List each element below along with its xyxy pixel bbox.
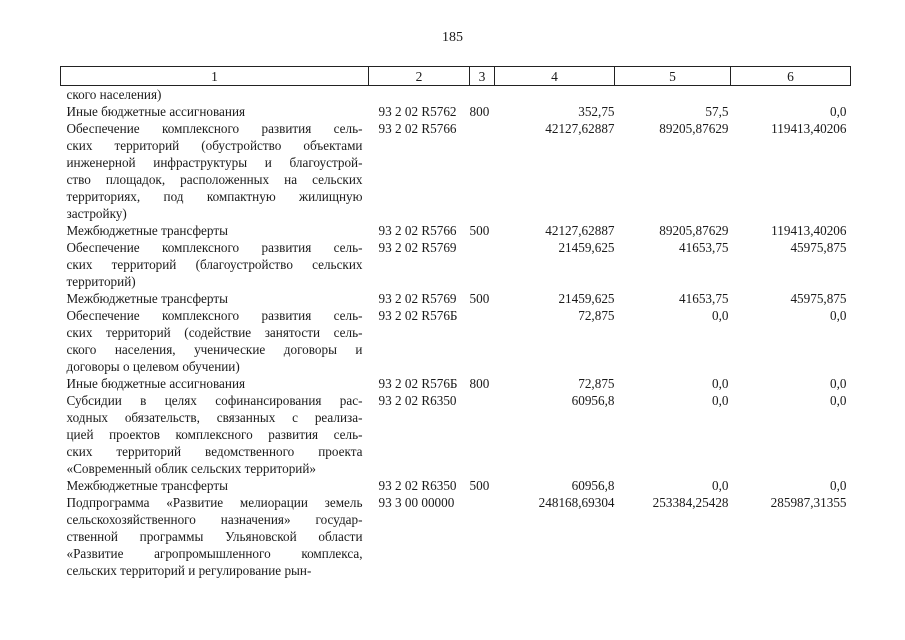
- row-value-col5: 253384,25428: [652, 495, 729, 510]
- row-value-col4: 21459,625: [558, 240, 615, 255]
- row-value-col5: [615, 86, 731, 104]
- row-value-col5: 89205,87629: [659, 121, 729, 136]
- row-code: 93 2 02 R576Б: [378, 308, 458, 323]
- description-line: «Современный облик сельских территорий»: [66, 461, 317, 476]
- row-expense-type: [470, 392, 495, 477]
- row-description: [61, 222, 369, 239]
- description-line: ство площадок, расположенных на сельских: [66, 172, 363, 187]
- row-description: [61, 375, 369, 392]
- row-value-col4: 248168,69304: [538, 495, 615, 510]
- row-code: 93 2 02 R5762: [378, 104, 457, 119]
- row-code: 93 3 00 00000: [378, 495, 455, 510]
- table-row: [61, 103, 851, 120]
- table-row: [61, 86, 851, 104]
- description-line: ских территорий (благоустройство сельских: [66, 257, 363, 272]
- row-value-col6: 0,0: [830, 104, 847, 119]
- table-row: [61, 222, 851, 239]
- row-expense-type: [470, 239, 495, 290]
- description-line: ских территорий (обустройство объектами: [66, 138, 363, 153]
- row-description: [61, 494, 369, 579]
- row-value-col6: 119413,40206: [771, 121, 847, 136]
- description-line: застройку): [66, 206, 127, 221]
- description-line: Межбюджетные трансферты: [66, 291, 228, 306]
- description-line: Межбюджетные трансферты: [66, 223, 228, 238]
- row-code: 93 2 02 R5769: [378, 291, 457, 306]
- row-expense-type: 800: [469, 376, 490, 391]
- row-code: 93 2 02 R5766: [378, 121, 457, 136]
- table-body: [61, 86, 851, 580]
- description-line: Обеспечение комплексного развития сель-: [66, 240, 363, 255]
- row-value-col6: 0,0: [830, 308, 847, 323]
- row-expense-type: 800: [469, 104, 490, 119]
- row-description: [61, 392, 369, 477]
- table-row: [61, 375, 851, 392]
- row-value-col5: 57,5: [705, 104, 729, 119]
- row-value-col5: 41653,75: [679, 240, 729, 255]
- description-line: Обеспечение комплексного развития сель-: [66, 308, 363, 323]
- description-line: Подпрограмма «Развитие мелиорации земель: [66, 495, 363, 510]
- table-row: [61, 290, 851, 307]
- description-line: ских территорий (содействие занятости сель-: [66, 325, 363, 340]
- row-code: 93 2 02 R5769: [378, 240, 457, 255]
- row-value-col6: 0,0: [830, 376, 847, 391]
- row-value-col6: [731, 86, 851, 104]
- table-row: [61, 239, 851, 290]
- description-line: договоры о целевом обучении): [66, 359, 240, 374]
- table-row: [61, 392, 851, 477]
- description-line: Субсидии в целях софинансирования рас-: [66, 393, 363, 408]
- row-description: [61, 120, 369, 222]
- row-description: [61, 290, 369, 307]
- row-description: [61, 239, 369, 290]
- description-line: цией проектов комплексного развития сель-: [66, 427, 363, 442]
- table-row: [61, 120, 851, 222]
- row-expense-type: [470, 120, 495, 222]
- row-code: 93 2 02 R5766: [378, 223, 457, 238]
- row-description: [61, 103, 369, 120]
- row-expense-type: [470, 494, 495, 579]
- row-value-col5: 0,0: [712, 478, 729, 493]
- row-code: 93 2 02 R6350: [378, 393, 457, 408]
- row-code: [369, 86, 470, 104]
- header-col-5: 5: [615, 67, 731, 86]
- row-value-col6: 119413,40206: [771, 223, 847, 238]
- page-number: 185: [442, 30, 463, 45]
- row-value-col6: 45975,875: [790, 240, 847, 255]
- description-line: сельских территорий и регулирование рын-: [66, 563, 312, 578]
- row-description: [61, 86, 369, 104]
- row-value-col6: 285987,31355: [770, 495, 847, 510]
- row-description: [61, 307, 369, 375]
- row-expense-type: [470, 86, 495, 104]
- description-line: территорий): [66, 274, 136, 289]
- row-code: 93 2 02 R6350: [378, 478, 457, 493]
- row-description: [61, 477, 369, 494]
- description-line: «Развитие агропромышленного комплекса,: [66, 546, 363, 561]
- row-value-col5: 89205,87629: [659, 223, 729, 238]
- row-value-col5: 41653,75: [679, 291, 729, 306]
- header-col-2: 2: [369, 67, 470, 86]
- row-value-col6: 0,0: [830, 478, 847, 493]
- row-value-col4: 72,875: [578, 376, 615, 391]
- row-value-col4: 42127,62887: [545, 121, 615, 136]
- row-code: 93 2 02 R576Б: [378, 376, 458, 391]
- description-line: инженерной инфраструктуры и благоустрой-: [66, 155, 363, 170]
- table-row: [61, 307, 851, 375]
- row-value-col4: 60956,8: [571, 393, 615, 408]
- row-value-col4: 42127,62887: [545, 223, 615, 238]
- description-line: Обеспечение комплексного развития сель-: [66, 121, 363, 136]
- row-expense-type: 500: [469, 478, 490, 493]
- row-value-col4: 21459,625: [558, 291, 615, 306]
- description-line: ских территорий ведомственного проекта: [66, 444, 363, 459]
- description-line: территориях, под компактную жилищную: [66, 189, 363, 204]
- description-line: Иные бюджетные ассигнования: [66, 104, 246, 119]
- description-line: ственной программы Ульяновской области: [66, 529, 363, 544]
- header-row: [61, 67, 851, 86]
- row-expense-type: 500: [469, 223, 490, 238]
- budget-table-container: [60, 66, 850, 579]
- row-value-col5: 0,0: [712, 393, 729, 408]
- row-expense-type: [470, 307, 495, 375]
- budget-table: [60, 66, 851, 579]
- row-value-col4: [495, 86, 615, 104]
- description-line: сельскохозяйственного назначения» государ-: [66, 512, 363, 527]
- table-row: [61, 477, 851, 494]
- description-line: ходных обязательств, связанных с реализа-: [66, 410, 363, 425]
- row-value-col6: 0,0: [830, 393, 847, 408]
- row-value-col4: 60956,8: [571, 478, 615, 493]
- row-value-col4: 352,75: [578, 104, 615, 119]
- header-col-4: 4: [495, 67, 615, 86]
- header-col-6: 6: [731, 67, 851, 86]
- table-row: [61, 494, 851, 579]
- description-line: Межбюджетные трансферты: [66, 478, 228, 493]
- row-value-col5: 0,0: [712, 376, 729, 391]
- description-line: ского населения): [66, 87, 162, 102]
- row-value-col5: 0,0: [712, 308, 729, 323]
- row-value-col4: 72,875: [578, 308, 615, 323]
- header-col-1: 1: [61, 67, 369, 86]
- description-line: Иные бюджетные ассигнования: [66, 376, 246, 391]
- description-line: ского населения, ученические договоры и: [66, 342, 363, 357]
- row-value-col6: 45975,875: [790, 291, 847, 306]
- header-col-3: 3: [470, 67, 495, 86]
- row-expense-type: 500: [469, 291, 490, 306]
